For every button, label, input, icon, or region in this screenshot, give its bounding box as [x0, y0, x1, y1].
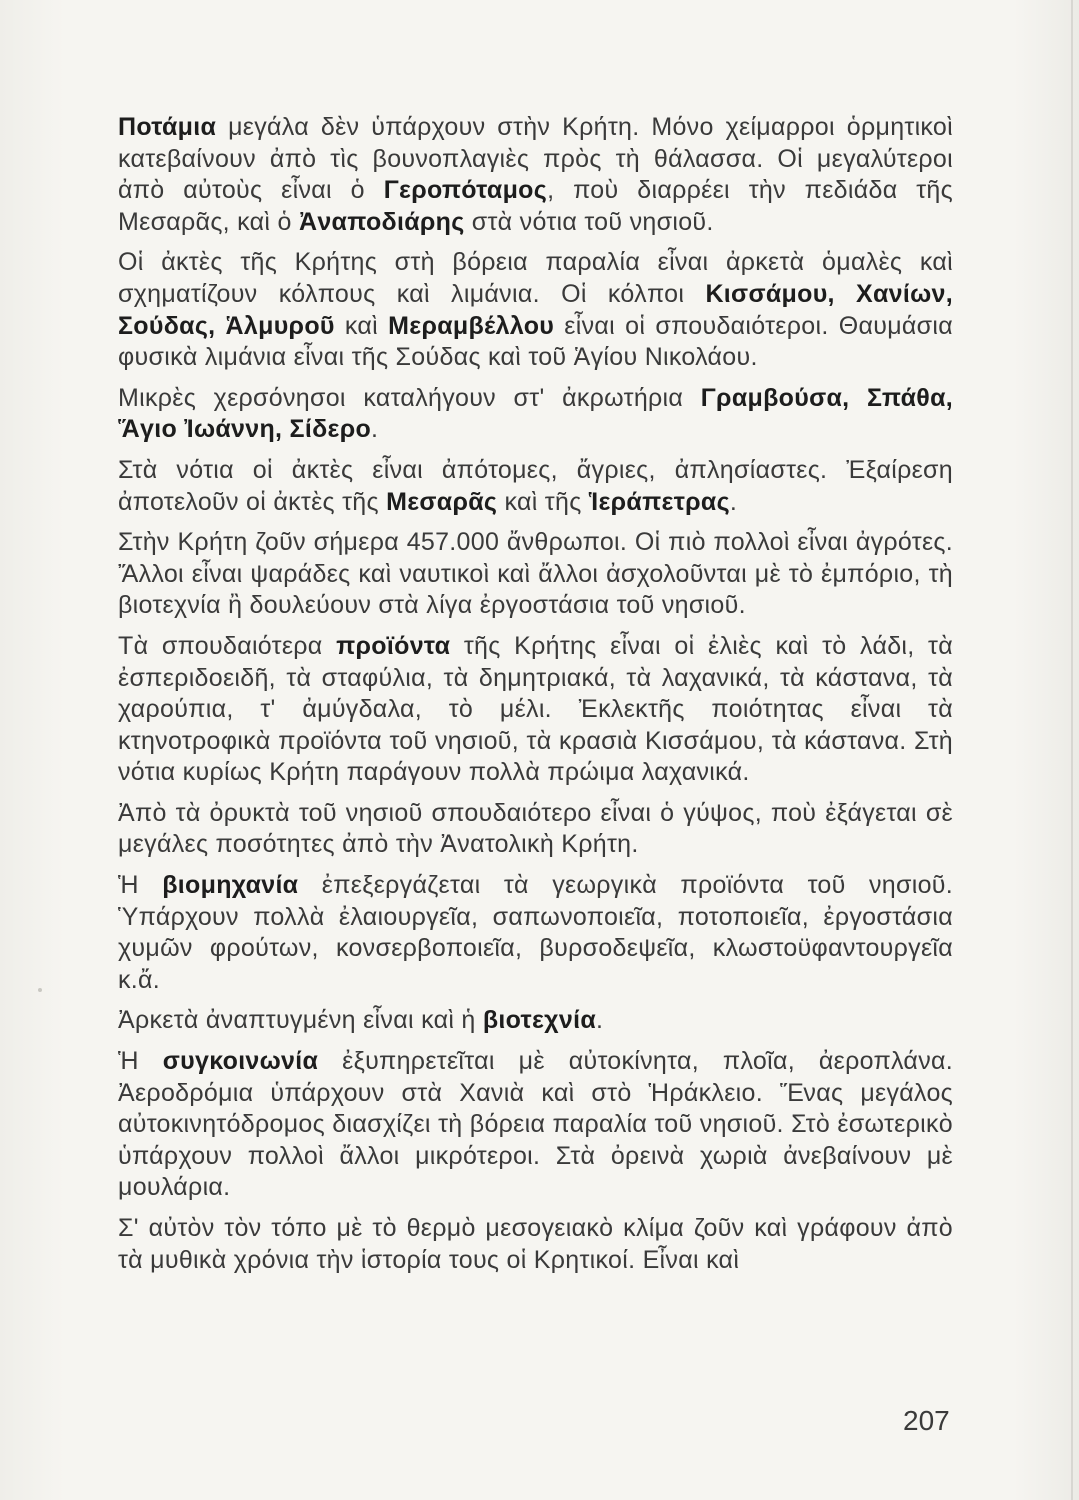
paragraph-text: τῆς Κρήτης εἶναι οἱ ἐλιὲς καὶ τὸ λάδι, τὰ ἐσπεριδοειδῆ, τὰ σταφύλια, τὰ δημητριακά, τὰ λαχανικά, τὰ κάστανα, τὰ χαρούπια, τ' ἀμύγδαλα, τὸ μέλι. Ἐκλεκτῆς ποιότητας εἶναι τὰ κτηνοτροφικὰ προϊόντα τοῦ νησιοῦ, τὰ κρασιὰ Κισσάμου, τὰ κάστανα. Στὴ νότια κυρίως Κρήτη παράγουν πολλὰ πρώιμα λαχανικά. — [118, 631, 953, 787]
highlighted-term: συγκοινωνία — [162, 1047, 319, 1076]
paragraph-text: Στὰ νότια οἱ ἀκτὲς εἶναι ἀπότομες, ἄγριες, ἀπλησίαστες. Ἐξαίρεση ἀποτελοῦν οἱ ἀκτὲς τῆς — [118, 455, 953, 516]
paragraph — [118, 1005, 953, 1037]
paragraph-text: καὶ — [334, 311, 389, 340]
paragraph — [118, 527, 953, 622]
paragraph-text: Σ' αὐτὸν τὸν τόπο μὲ τὸ θερμὸ μεσογειακὸ κλίμα ζοῦν καὶ γράφουν ἀπὸ τὰ μυθικὰ χρόνια τὴν ἱστορία τους οἱ Κρητικοί. Εἶναι καὶ — [118, 1214, 953, 1274]
paragraph-text: Ἡ — [118, 1047, 163, 1076]
paragraph-text: ἐπεξεργάζεται τὰ γεωργικὰ προϊόντα τοῦ νησιοῦ. Ὑπάρχουν πολλὰ ἐλαιουργεῖα, σαπωνοποιεῖα, ποτοποιεῖα, ἐργοστάσια χυμῶν φρούτων, κονσερβοποιεῖα, βυρσοδεψεῖα, κλωστοϋφαντουργεῖα κ.ἄ. — [118, 871, 954, 994]
paragraph-text: στὰ νότια τοῦ νησιοῦ. — [464, 207, 714, 236]
highlighted-term: Ἱεράπετρας — [588, 487, 730, 516]
paragraph — [118, 870, 953, 996]
highlighted-term: Ἀναποδιάρης — [298, 207, 465, 236]
page-number: 207 — [903, 1405, 950, 1436]
paragraph-text: . — [729, 487, 738, 516]
paragraph-text: Τὰ σπουδαιότερα — [118, 631, 337, 660]
paragraph-text: Ἀρκετὰ ἀναπτυγμένη εἶναι καὶ ἡ — [118, 1006, 483, 1035]
paragraph-text: , ποὺ διαρρέει τὴν πεδιάδα τῆς Μεσαρᾶς, καὶ ὁ — [118, 176, 953, 236]
paragraph-text: Στὴν Κρήτη ζοῦν σήμερα 457.000 ἄνθρωποι. Οἱ πιὸ πολλοὶ εἶναι ἀγρότες. Ἄλλοι εἶναι ψαράδες καὶ ναυτικοὶ καὶ ἄλλοι ἀσχολοῦνται μὲ τὸ ἐμπόριο, τὴ βιοτεχνία ἢ δουλεύουν στὰ λίγα ἐργοστάσια τοῦ νησιοῦ. — [118, 528, 953, 620]
paragraph-text: Ἀπὸ τὰ ὀρυκτὰ τοῦ νησιοῦ σπουδαιότερο εἶναι ὁ γύψος, ποὺ ἐξάγεται σὲ μεγάλες ποσότητες ἀπὸ τὴν Ἀνατολικὴ Κρήτη. — [118, 798, 953, 859]
paragraph-text: . — [596, 1006, 604, 1035]
paragraph — [118, 383, 953, 446]
paragraph — [118, 798, 953, 861]
highlighted-term: βιομηχανία — [162, 871, 299, 900]
paragraph-text: . — [371, 415, 379, 444]
highlighted-term: βιοτεχνία — [482, 1006, 596, 1035]
paragraph-text: Μικρὲς χερσόνησοι καταλήγουν στ' ἀκρωτήρια — [118, 383, 701, 412]
paragraph-text: Ἡ — [118, 871, 163, 900]
paragraph — [118, 455, 953, 518]
highlighted-term: Γεροπόταμος — [383, 176, 548, 205]
highlighted-term: Κισσάμου, Χανίων, Σούδας, Ἁλμυροῦ — [118, 279, 953, 340]
page-edge-shadow — [1071, 0, 1073, 1500]
highlighted-term: Μεσαρᾶς — [386, 487, 498, 516]
paragraph-text: καὶ τῆς — [497, 487, 589, 516]
highlighted-term: προϊόντα — [336, 631, 451, 660]
paragraph — [118, 1046, 953, 1204]
paragraph — [118, 112, 953, 238]
paragraph — [118, 247, 953, 373]
margin-speck — [38, 988, 42, 992]
paragraph-text: ἐξυπηρετεῖται μὲ αὐτοκίνητα, πλοῖα, ἀεροπλάνα. Ἀεροδρόμια ὑπάρχουν στὰ Χανιὰ καὶ στὸ Ἡράκλειο. Ἕνας μεγάλος αὐτοκινητόδρομος διασχίζει τὴ βόρεια παραλία τοῦ νησιοῦ. Στὸ ἐσωτερικὸ ὑπάρχουν πολλοὶ ἄλλοι μικρότεροι. Στὰ ὀρεινὰ χωριὰ ἀνεβαίνουν μὲ μουλάρια. — [118, 1047, 953, 1202]
highlighted-term: Μεραμβέλλου — [388, 311, 555, 340]
paragraph-text: μεγάλα δὲν ὑπάρχουν στὴν Κρήτη. Μόνο χείμαρροι ὁρμητικοὶ κατεβαίνουν ἀπὸ τὶς βουνοπλαγιὲς πρὸς τὴ θάλασσα. Οἱ μεγαλύτεροι ἀπὸ αὐτοὺς εἶναι ὁ — [118, 113, 953, 205]
paragraph-text: εἶναι οἱ σπουδαιότεροι. Θαυμάσια φυσικὰ λιμάνια εἶναι τῆς Σούδας καὶ τοῦ Ἁγίου Νικολάου. — [118, 311, 953, 372]
paragraph — [118, 1213, 953, 1276]
highlighted-term: Ποτάμια — [118, 113, 217, 141]
body-text — [118, 112, 953, 1285]
paragraph — [118, 631, 953, 789]
highlighted-term: Γραμβούσα, Σπάθα, Ἅγιο Ἰωάννη, Σίδερο — [118, 383, 953, 444]
paragraph-text: Οἱ ἀκτὲς τῆς Κρήτης στὴ βόρεια παραλία εἶναι ἀρκετὰ ὁμαλὲς καὶ σχηματίζουν κόλπους καὶ λιμάνια. Οἱ κόλποι — [118, 248, 953, 308]
